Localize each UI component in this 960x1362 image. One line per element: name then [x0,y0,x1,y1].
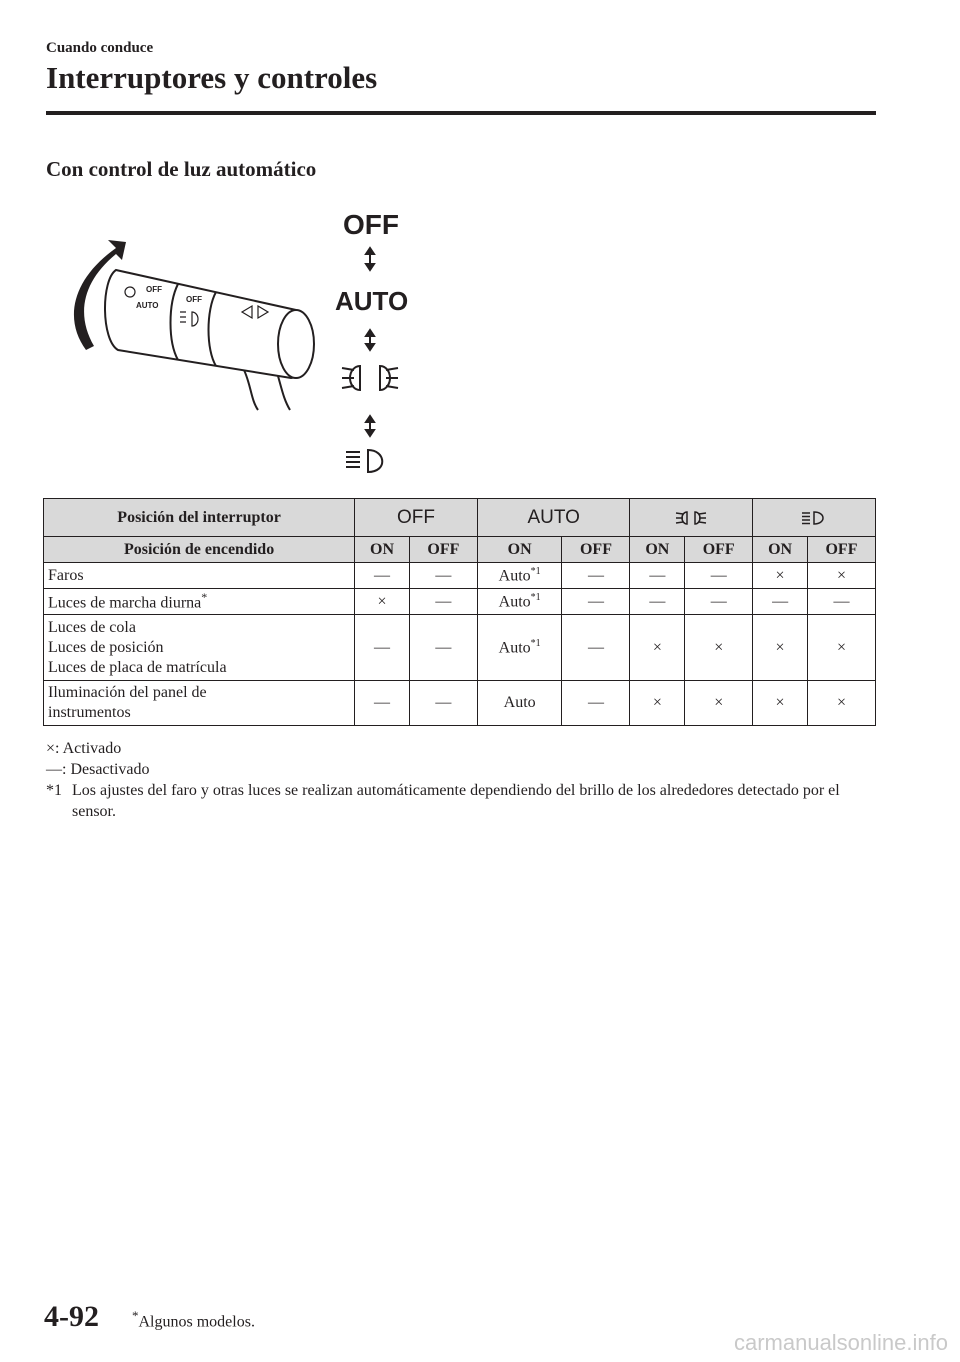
parking-lights-icon [674,509,708,527]
table-cell: × [753,681,808,726]
table-cell: Auto [477,681,562,726]
table-cell: Auto$^{*1}$ [477,563,562,589]
table-cell: — [753,589,808,615]
watermark: carmanualsonline.info [733,1330,948,1355]
table-cell: — [355,563,410,589]
double-arrow-icon [366,330,374,350]
footnote-mark: *1 [46,782,62,799]
table-cell: × [753,563,808,589]
switch-auto: AUTO [477,499,630,537]
footer-note [132,1308,255,1331]
table-row [44,589,876,615]
switch-off: OFF [355,499,478,537]
header-divider [46,111,876,115]
table-cell: × [355,589,410,615]
table-cell: — [630,563,685,589]
switch-position-header: Posición del interruptor [44,499,355,537]
legend-on: ×: Activado [46,740,122,757]
page-header [46,40,876,97]
position-off: OFF [343,209,399,240]
headlight-icon [800,509,828,527]
footnote-text: Los ajustes del faro y otras luces se realizan automáticamente dependiendo del brillo de los alrededores detectado por el sensor. [72,782,840,820]
ignition-cell: OFF [685,537,753,563]
table-cell: × [685,681,753,726]
table-cell: — [409,615,477,681]
legend-off: —: Desactivado [46,761,150,778]
lever-label-auto: AUTO [136,301,159,310]
table-cell: × [807,681,875,726]
lever-label-off-2: OFF [186,295,202,304]
row-label: Luces de marcha diurna* [44,589,355,615]
table-cell: — [685,563,753,589]
lever-body [105,270,310,378]
switch-position-row [44,499,876,537]
table-cell: — [685,589,753,615]
ignition-cell: ON [355,537,410,563]
ignition-cell: OFF [807,537,875,563]
table-cell: — [409,563,477,589]
light-switch-illustration [46,200,466,490]
row-label-line: Luces de placa de matrícula [48,658,227,676]
table-cell: Auto$^{*1}$ [477,615,562,681]
table-cell: × [753,615,808,681]
lever-label-off-1: OFF [146,285,162,294]
table-cell: — [409,681,477,726]
table-cell: × [807,615,875,681]
table-cell: — [807,589,875,615]
table-row [44,681,876,726]
ignition-cell: ON [630,537,685,563]
position-auto: AUTO [335,286,409,316]
row-label-line: Luces de cola [48,618,136,636]
row-label [44,615,355,681]
parking-lights-icon [342,366,398,390]
table-cell: × [685,615,753,681]
chapter-title: Interruptores y controles [46,60,378,95]
ignition-cell: OFF [409,537,477,563]
row-label-line: Luces de posición [48,638,164,656]
footnote [46,780,866,822]
ignition-position-row [44,537,876,563]
double-arrow-icon [366,248,374,270]
table-cell: — [562,615,630,681]
row-label [44,563,355,589]
light-status-table [43,498,876,726]
ignition-cell: ON [477,537,562,563]
row-label-line: Faros [48,566,84,584]
footnote-ref: *1 [530,637,541,649]
table-cell: — [355,681,410,726]
ignition-cell: ON [753,537,808,563]
headlight-icon [346,450,382,472]
footnote-ref: *1 [530,565,541,577]
table-cell: — [409,589,477,615]
table-cell: × [630,615,685,681]
table-row [44,615,876,681]
table-cell: — [630,589,685,615]
table-row [44,563,876,589]
table-notes [46,738,866,822]
table-cell: Auto$^{*1}$ [477,589,562,615]
switch-headlight [753,499,876,537]
footer-note-text: Algunos modelos. [138,1313,255,1331]
some-models-star: * [132,1308,139,1323]
page-number: 4-92 [44,1300,99,1333]
ignition-position-header: Posición de encendido [44,537,355,563]
footnote-ref: *1 [530,591,541,603]
row-label-line: Iluminación del panel de [48,684,207,701]
section-label: Cuando conduce [46,40,154,56]
row-label-line: instrumentos [48,704,131,721]
some-models-star: * [201,590,208,605]
table-cell: — [562,589,630,615]
switch-parking [630,499,753,537]
table-cell: — [355,615,410,681]
row-label [44,681,355,726]
table-cell: — [562,563,630,589]
table-cell: × [630,681,685,726]
table-cell: — [562,681,630,726]
sub-heading: Con control de luz automático [46,157,317,181]
ignition-cell: OFF [562,537,630,563]
double-arrow-icon [366,416,374,436]
table-cell: × [807,563,875,589]
